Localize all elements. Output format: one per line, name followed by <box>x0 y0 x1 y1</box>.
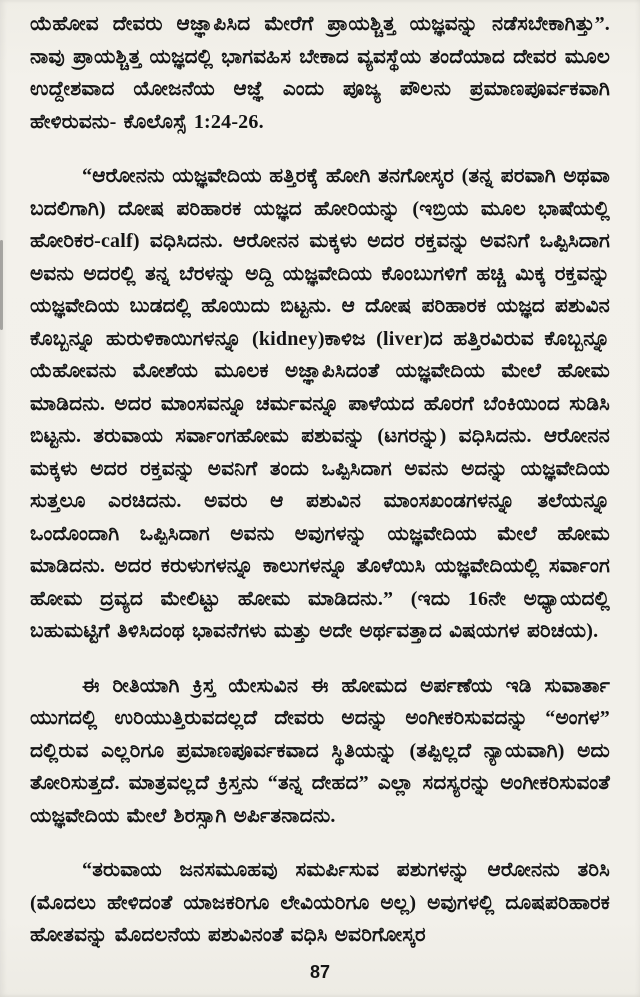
scan-artifact <box>0 240 3 330</box>
paragraph-quote-people-offering: “ತರುವಾಯ ಜನಸಮೂಹವು ಸಮರ್ಪಿಸುವ ಪಶುಗಳನ್ನು ಆರೋನನು ತರಿಸಿ (ಮೊದಲು ಹೇಳಿದಂತೆ ಯಾಜಕರಿಗೂ ಲೇವಿಯರಿಗೂ ಅಲ್ಲ) ಅವುಗಳಲ್ಲಿ ದೂಷಪರಿಹಾರಕ ಹೋತವನ್ನು ಮೊದಲನೆಯ ಪಶುವಿನಂತೆ ವಧಿಸಿ ಅವರಿಗೋಸ್ಕರ <box>30 859 610 946</box>
paragraph-quote-aaron-sacrifice: “ಆರೋನನು ಯಜ್ಞವೇದಿಯ ಹತ್ತಿರಕ್ಕೆ ಹೋಗಿ ತನಗೋಸ್ಕರ (ತನ್ನ ಪರವಾಗಿ ಅಥವಾ ಬದಲಿಗಾಗಿ) ದೋಷ ಪರಿಹಾರಕ ಯಜ್ಞದ ಹೋರಿಯನ್ನು (ಇಬ್ರಿಯ ಮೂಲ ಭಾಷೆಯಲ್ಲಿ ಹೋರಿಕರ-calf) ವಧಿಸಿದನು. ಆರೋನನ ಮಕ್ಕಳು ಅದರ ರಕ್ತವನ್ನು ಅವನಿಗೆ ಒಪ್ಪಿಸಿದಾಗ ಅವನು ಅದರಲ್ಲಿ ತನ್ನ ಬೆರಳನ್ನು ಅದ್ದಿ ಯಜ್ಞವೇದಿಯ ಕೊಂಬುಗಳಿಗೆ ಹಚ್ಚಿ ಮಿಕ್ಕ ರಕ್ತವನ್ನು ಯಜ್ಞವೇದಿಯ ಬುಡದಲ್ಲಿ ಹೊಯಿದು ಬಿಟ್ಟನು. ಆ ದೋಷ ಪರಿಹಾರಕ ಯಜ್ಞದ ಪಶುವಿನ ಕೊಬ್ಬನ್ನೂ ಹುರುಳಿಕಾಯಿಗಳನ್ನೂ (kidney)ಕಾಳಿಜ (liver)ದ ಹತ್ತಿರವಿರುವ ಕೊಬ್ಬನ್ನೂ ಯೆಹೋವನು ಮೋಶೆಯ ಮೂಲಕ ಅಜ್ಞಾಪಿಸಿದಂತೆ ಯಜ್ಞವೇದಿಯ ಮೇಲೆ ಹೋಮ ಮಾಡಿದನು. ಅದರ ಮಾಂಸವನ್ನೂ ಚರ್ಮವನ್ನೂ ಪಾಳೆಯದ ಹೊರಗೆ ಬೆಂಕಿಯಿಂದ ಸುಡಿಸಿ ಬಿಟ್ಟನು. ತರುವಾಯ ಸರ್ವಾಂಗಹೋಮ ಪಶುವನ್ನು (ಟಗರನ್ನು) ವಧಿಸಿದನು. ಆರೋನನ ಮಕ್ಕಳು ಅದರ ರಕ್ತವನ್ನು ಅವನಿಗೆ ತಂದು ಒಪ್ಪಿಸಿದಾಗ ಅವನು ಅದನ್ನು ಯಜ್ಞವೇದಿಯ ಸುತ್ತಲೂ ಎರಚಿದನು. ಅವರು ಆ ಪಶುವಿನ ಮಾಂಸಖಂಡಗಳನ್ನೂ ತಲೆಯನ್ನೂ ಒಂದೊಂದಾಗಿ ಒಪ್ಪಿಸಿದಾಗ ಅವನು ಅವುಗಳನ್ನು ಯಜ್ಞವೇದಿಯ ಮೇಲೆ ಹೋಮ ಮಾಡಿದನು. ಅದರ ಕರುಳುಗಳನ್ನೂ ಕಾಲುಗಳನ್ನೂ ತೊಳೆಯಿಸಿ ಯಜ್ಞವೇದಿಯಲ್ಲಿ ಸರ್ವಾಂಗ ಹೋಮ ದ್ರವ್ಯದ ಮೇಲಿಟ್ಟು ಹೋಮ ಮಾಡಿದನು.” (ಇದು 16ನೇ ಅಧ್ಯಾಯದಲ್ಲಿ ಬಹುಮಟ್ಟಿಗೆ ತಿಳಿಸಿದಂಥ ಭಾವನೆಗಳು ಮತ್ತು ಅದೇ ಅರ್ಥವತ್ತಾದ ವಿಷಯಗಳ ಪರಿಚಯ). <box>30 165 610 642</box>
paragraph-continuation: ಯೆಹೋವ ದೇವರು ಆಜ್ಞಾಪಿಸಿದ ಮೇರೆಗೆ ಪ್ರಾಯಶ್ಚಿತ್ತ ಯಜ್ಞವನ್ನು ನಡೆಸಬೇಕಾಗಿತ್ತು”. ನಾವು ಪ್ರಾಯಶ್ಚಿತ್ತ ಯಜ್ಞದಲ್ಲಿ ಭಾಗವಹಿಸ ಬೇಕಾದ ವ್ಯವಸ್ಥೆಯ ತಂದೆಯಾದ ದೇವರ ಮೂಲ ಉದ್ದೇಶವಾದ ಯೋಜನೆಯ ಆಜ್ಞೆ ಎಂದು ಪೂಜ್ಯ ಪೌಲನು ಪ್ರಮಾಣಪೂರ್ವಕವಾಗಿ ಹೇಳಿರುವನು- ಕೊಲೊಸ್ಸೆ 1:24-26. <box>30 13 610 133</box>
paragraph-commentary: ಈ ರೀತಿಯಾಗಿ ಕ್ರಿಸ್ತ ಯೇಸುವಿನ ಈ ಹೋಮದ ಅರ್ಪಣೆಯ ಇಡಿ ಸುವಾರ್ತಾ ಯುಗದಲ್ಲಿ ಉರಿಯುತ್ತಿರುವದಲ್ಲದೆ ದೇವರು ಅದನ್ನು ಅಂಗೀಕರಿಸುವದನ್ನು “ಅಂಗಳ” ದಲ್ಲಿರುವ ಎಲ್ಲರಿಗೂ ಪ್ರಮಾಣಪೂರ್ವಕವಾದ ಸ್ಥಿತಿಯನ್ನು (ತಪ್ಪಿಲ್ಲದೆ ನ್ಯಾಯವಾಗಿ) ಅದು ತೋರಿಸುತ್ತದೆ. ಮಾತ್ರವಲ್ಲದೆ ಕ್ರಿಸ್ತನು “ತನ್ನ ದೇಹದ” ಎಲ್ಲಾ ಸದಸ್ಯರನ್ನು ಅಂಗೀಕರಿಸುವಂತೆ ಯಜ್ಞವೇದಿಯ ಮೇಲೆ ಶಿರಸ್ಸಾಗಿ ಅರ್ಪಿತನಾದನು. <box>30 674 610 827</box>
page-number: 87 <box>309 962 331 982</box>
page-text-block <box>30 8 610 974</box>
